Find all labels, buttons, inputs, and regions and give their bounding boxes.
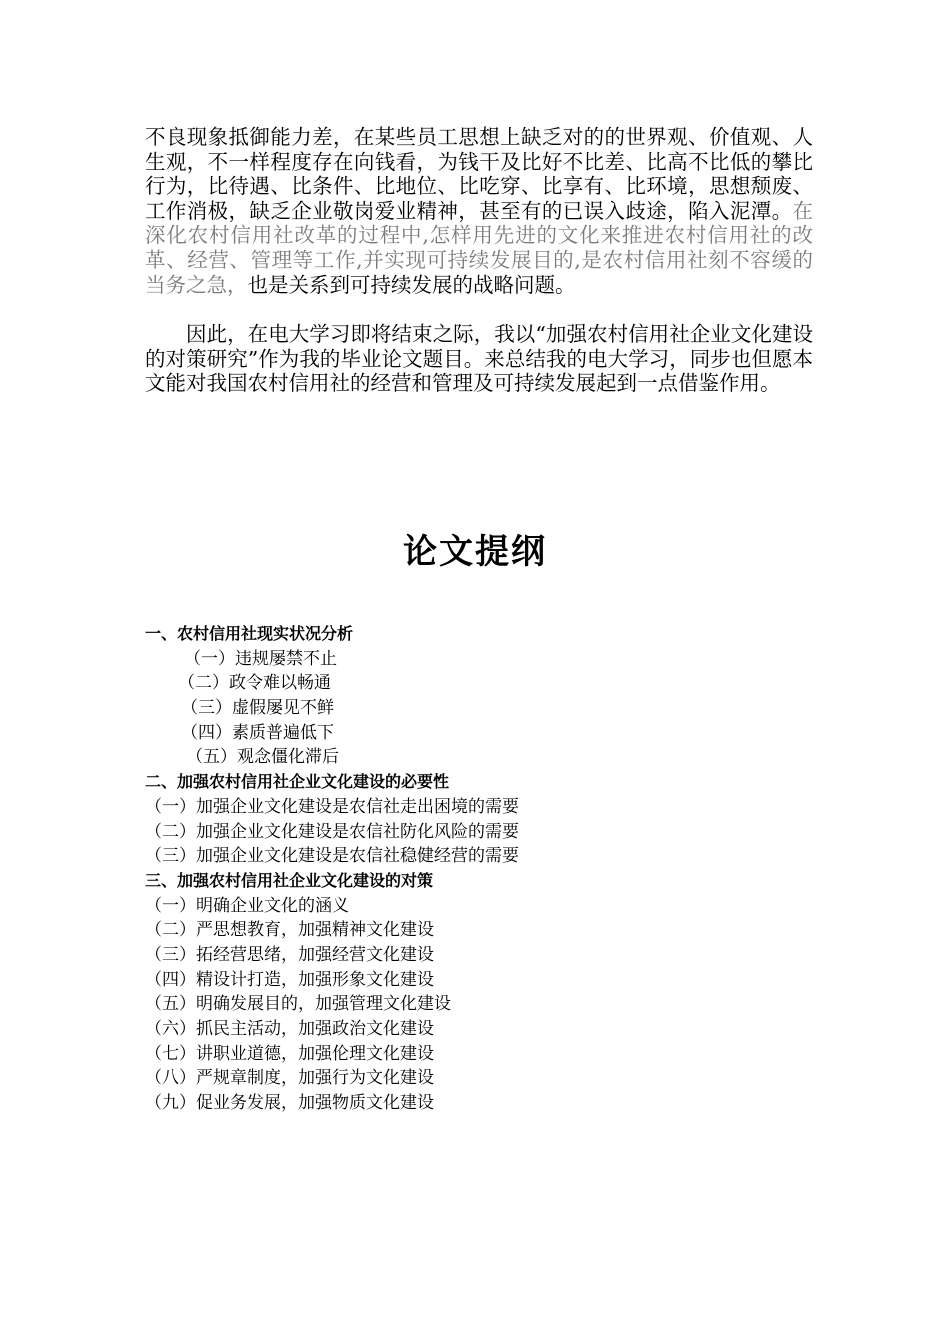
- paragraph-1-gray-text: 在深化农村信用社改革的过程中,怎样用先进的文化来推进农村信用社的改革、经营、管理等工作,并实现可持续发展目的,是农村信用社刻不容缓的当务之急，: [145, 198, 813, 297]
- paragraph-1-text: 不良现象抵御能力差，在某些员工思想上缺乏对的的世界观、价值观、人生观，不一样程度存在向钱看，为钱干及比好不比差、比高不比低的攀比行为，比待遇、比条件、比地位、比吃穿、比享有、比环境，思想颓废、工作消极，缺乏企业敬岗爱业精神，甚至有的已误入歧途，陷入泥潭。: [145, 125, 813, 223]
- outline-item: （三）加强企业文化建设是农信社稳健经营的需要: [145, 846, 519, 867]
- outline-title: 论文提纲: [403, 532, 547, 572]
- outline-item: （五）明确发展目的，加强管理文化建设: [145, 994, 451, 1015]
- outline-section-heading: 一、农村信用社现实状况分析: [145, 624, 354, 643]
- outline-item: （四）素质普遍低下: [181, 722, 334, 743]
- outline-item: （五）观念僵化滞后: [186, 747, 339, 768]
- outline-item: （三）拓经营思绪，加强经营文化建设: [145, 944, 434, 965]
- body-paragraph-1: [145, 125, 813, 297]
- outline-item: （四）精设计打造，加强形象文化建设: [145, 969, 434, 990]
- outline-section-heading: 三、加强农村信用社企业文化建设的对策: [145, 870, 434, 890]
- body-paragraph-2: 因此，在电大学习即将结束之际，我以“加强农村信用社企业文化建设的对策研究”作为我的毕业论文题目。来总结我的电大学习，同步也但愿本文能对我国农村信用社的经营和管理及可持续发展起到一点借鉴作用。: [145, 322, 813, 396]
- outline-item: （一）明确企业文化的涵义: [145, 895, 349, 916]
- outline-item: （一）违规屡禁不止: [184, 648, 337, 669]
- outline-item: （三）虚假屡见不鲜: [181, 698, 334, 719]
- outline-list: [0, 622, 950, 1116]
- outline-item: （一）加强企业文化建设是农信社走出困境的需要: [145, 796, 519, 817]
- outline-section-heading: 二、加强农村信用社企业文化建设的必要性: [145, 772, 450, 792]
- outline-item: （二）政令难以畅通: [178, 673, 331, 694]
- outline-item: （二）加强企业文化建设是农信社防化风险的需要: [145, 821, 519, 842]
- outline-item: （八）严规章制度，加强行为文化建设: [145, 1068, 434, 1089]
- outline-item: （二）严思想教育，加强精神文化建设: [145, 920, 434, 941]
- outline-item: （六）抓民主活动，加强政治文化建设: [145, 1019, 434, 1039]
- paragraph-1-text-end: 也是关系到可持续发展的战略问题。: [247, 272, 576, 297]
- outline-item: （九）促业务发展，加强物质文化建设: [145, 1093, 434, 1114]
- outline-item: （七）讲职业道德，加强伦理文化建设: [145, 1043, 434, 1064]
